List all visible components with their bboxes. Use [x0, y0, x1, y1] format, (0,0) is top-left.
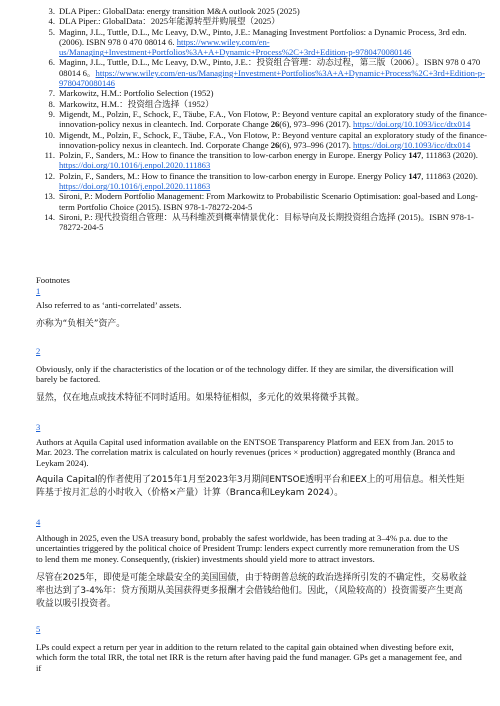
reference-item: 6. Maginn, J.L., Tuttle, D.L., Mc Leavy, D.W., Pinto, J.E.：投资组合管理：动态过程，第三版（2006）。ISBN 978 0 470 08014 6。https://www.wiley.com/en-us/Managing+Investment+Portfolios%3A+A+Dynamic+Process%2C+3rd+Edition-p-9780470080146 [48, 57, 485, 89]
reference-item: 11. Polzin, F., Sanders, M.: How to finance the transition to low-carbon energy in Europe. Energy Policy 147, 111863 (2020). https://doi.org/10.1016/j.enpol.2020.111863 [44, 150, 478, 171]
footnote-link-4[interactable]: 4 [36, 517, 41, 527]
footnotes-heading: Footnotes [36, 275, 70, 285]
footnote-text-en: Obviously, only if the characteristics of the location or of the technology differ. If they are similar, the diversification will barely be factored. [36, 364, 454, 385]
footnote-text-zh: Aquila Capital的作者使用了2015年1月至2023年3月期间ENTSOE透明平台和EEX上的可用信息。相关性矩阵基于按月汇总的小时收入（价格×产量）计算（Branca和Leykam 2024）。 [36, 475, 465, 499]
footnote-text-zh: 尽管在2025年，即使是可能全球最安全的美国国债，由于特朗普总统的政治选择所引发的不确定性，交易收益率也达到了3-4%年：贷方预期从美国获得更多报酬才会借钱给他们。因此，（风险较高的）投资需要产生更高收益以吸引投资者。 [36, 573, 467, 610]
reference-item: 12. Polzin, F., Sanders, M.: How to finance the transition to low-carbon energy in Europe. Energy Policy 147, 111863 (2020). https://doi.org/10.1016/j.enpol.2020.111863 [44, 170, 478, 192]
footnote-text-en: Although in 2025, even the USA treasury bond, probably the safest worldwide, has been trading at 3–4% p.a. due to the uncertainties triggered by the political choice of President Trump: lenders expect currently more remuneration from the US to lend them me money. Consequently, (riskier) investments should yield more to attract investors. [36, 533, 460, 564]
reference-item: 3. DLA Piper.: GlobalData: energy transition M&A outlook 2025 (2025) [48, 6, 300, 16]
reference-link[interactable]: https://www.wiley.com/en-us/Managing+Investment+Portfolios%3A+A+Dynamic+Process%2C+3rd+Edition-p-9780470080146 [59, 67, 485, 89]
footnote-text-en: Also referred to as ‘anti-correlated’ assets. [36, 300, 182, 310]
footnote-text-zh: 亦称为“负相关”资产。 [36, 319, 126, 329]
reference-item: 14. Sironi, P.: 现代投资组合管理：从马科维茨到概率情景优化：目标导向及长期投资组合选择 (2015)。ISBN 978-1-78272-204-5 [44, 211, 474, 233]
reference-list [36, 6, 491, 233]
reference-item: 5. Maginn, J.L., Tuttle, D.L., Mc Leavy, D.W., Pinto, J.E.: Managing Investment Portfolios: a Dynamic Process, 3rd edn. (2006). ISBN 978 0 470 08014 6. https://www.wiley.com/en-us/Managing+Investment+Portfolios%3A+A+Dynamic+Process%2C+3rd+Edition-p-9780470080146 [48, 26, 467, 58]
reference-link[interactable]: https://doi.org/10.1093/icc/dtx014 [353, 119, 471, 130]
footnote-link-2[interactable]: 2 [36, 346, 41, 356]
reference-item: 4. DLA Piper.: GlobalData：2025年能源转型并购展望（2025） [48, 16, 280, 27]
reference-link[interactable]: https://www.wiley.com/en-us/Managing+Investment+Portfolios%3A+A+Dynamic+Process%2C+3rd+Edition-p-9780470080146 [59, 36, 412, 58]
footnote-link-1[interactable]: 1 [36, 286, 41, 296]
footnote-text-en: Authors at Aquila Capital used information available on the ENTSOE Transparency Platform and EEX from Jan. 2015 to Mar. 2023. The correlation matrix is calculated on hourly revenues (prices × production) aggregated monthly (Branca and Leykam 2024). [36, 437, 455, 468]
reference-item: 13. Sironi, P.: Modern Portfolio Management: From Markowitz to Probabilistic Scenario Optimisation: goal-based and Long-term Portfolio Choice (2015). ISBN 978-1-78272-204-5 [44, 191, 478, 212]
footnote-link-3[interactable]: 3 [36, 422, 41, 432]
reference-item: 10. Migendt, M., Polzin, F., Schock, F., Täube, F.A., Von Flotow, P.: Beyond venture capital an exploratory study of the finance-innovation-policy nexus in cleantech. Ind. Corporate Change 26(6), 973–996 (2017). https://doi.org/10.1093/icc/dtx014 [44, 129, 487, 150]
reference-link[interactable]: https://doi.org/10.1016/j.enpol.2020.111863 [59, 181, 211, 192]
reference-link[interactable]: https://doi.org/10.1016/j.enpol.2020.111863 [59, 160, 211, 171]
footnote-text-en: LPs could expect a return per year in addition to the return related to the capital gain obtained when divesting before exit, which form the total IRR, the total net IRR is the return after having paid the fund manager. GPs get a management fee, and if [36, 642, 462, 673]
reference-item: 9. Migendt, M., Polzin, F., Schock, F., Täube, F.A., Von Flotow, P.: Beyond venture capital an exploratory study of the finance-innovation-policy nexus in cleantech. Ind. Corporate Change 26(6), 973–996 (2017). https://doi.org/10.1093/icc/dtx014 [48, 108, 487, 130]
footnote-text-zh: 显然，仅在地点或技术特征不同时适用。如果特征相似，多元化的效果将微乎其微。 [36, 393, 365, 403]
reference-link[interactable]: https://doi.org/10.1093/icc/dtx014 [353, 139, 471, 150]
reference-item: 8. Markowitz, H.M.：投资组合选择（1952） [48, 98, 214, 109]
footnote-link-5[interactable]: 5 [36, 624, 41, 634]
reference-item: 7. Markowitz, H.M.: Portfolio Selection (1952) [48, 88, 214, 99]
